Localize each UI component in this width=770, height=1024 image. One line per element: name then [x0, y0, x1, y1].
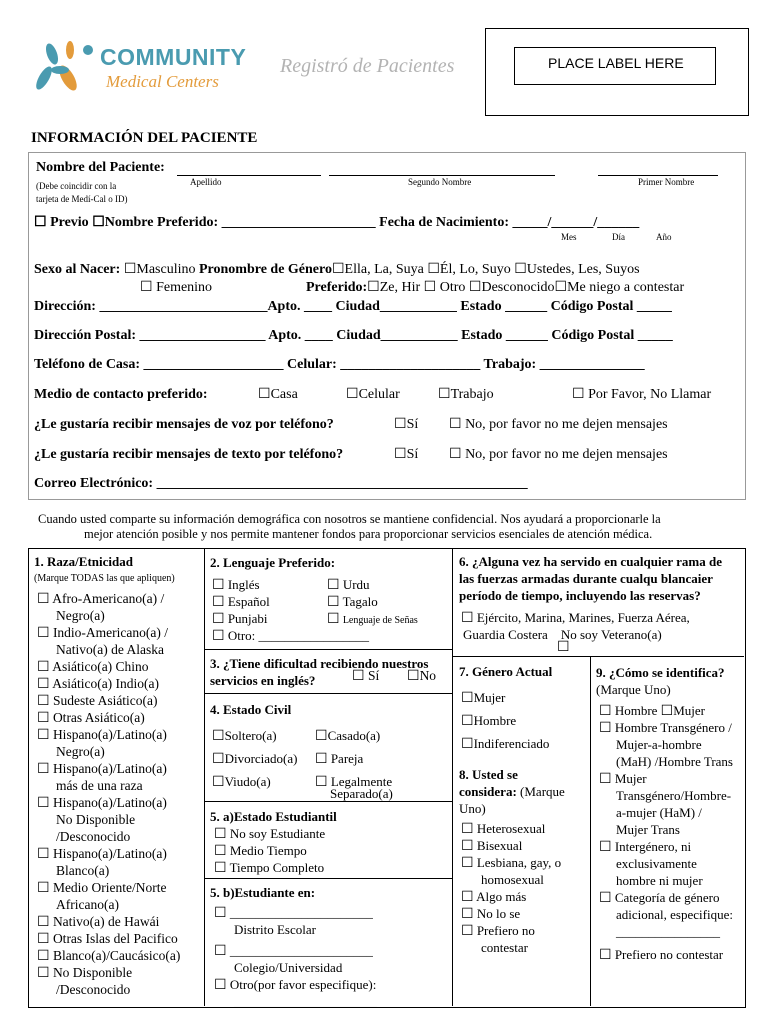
orientation-option: Lesbiana, gay, o [476, 855, 562, 870]
logo-icon [30, 40, 98, 98]
ze-label: Ze, Hir [379, 280, 421, 295]
race-checkbox-1[interactable]: ☐ [37, 592, 50, 607]
orientation-option-cont: homosexual [481, 872, 544, 887]
identify-option-cont: (MaH) /Hombre Trans [616, 754, 733, 769]
civil-viudo-checkbox[interactable]: ☐ [212, 775, 225, 790]
civil-soltero-label: Soltero(a) [224, 728, 277, 743]
race-option: Asiático(a) Chino [52, 659, 149, 674]
first-name-field[interactable] [598, 163, 718, 176]
voice-no-checkbox[interactable]: ☐ [449, 417, 462, 432]
identify-option-cont: adicional, especifique: [616, 907, 733, 922]
preferred-name-label: Nombre Preferido: ______________________ [104, 215, 376, 230]
ze-checkbox[interactable]: ☐ [367, 280, 380, 295]
english-title2: servicios en inglés? [210, 673, 316, 688]
ustedes-checkbox[interactable]: ☐ [514, 262, 527, 277]
orientation-option: Bisexual [476, 838, 523, 853]
school-other-line[interactable]: ______________________ [234, 994, 377, 1009]
student-medio-label: Medio Tiempo [229, 843, 307, 858]
identify-option-cont: a-mujer (HaM) / [616, 805, 702, 820]
race-checkbox-6[interactable]: ☐ [37, 711, 50, 726]
race-option: Hispano(a)/Latino(a) [52, 727, 167, 742]
ustedes-label: Ustedes, Les, Suyos [526, 262, 640, 277]
el-checkbox[interactable]: ☐ [427, 262, 440, 277]
civil-pareja-checkbox[interactable]: ☐ [315, 752, 328, 767]
school-title: 5. b)Estudiante en: [210, 885, 316, 900]
voice-si-checkbox[interactable]: ☐ [394, 417, 407, 432]
race-option-cont: Blanco(a) [56, 863, 110, 878]
identify-option-cont: Mujer-a-hombre [616, 737, 702, 752]
contact-no-llamar-checkbox[interactable]: ☐ [572, 387, 585, 402]
orientation-title2: considera: [459, 784, 517, 799]
voice-no-label: No, por favor no me dejen mensajes [465, 417, 668, 432]
orientation-checkbox-2[interactable]: ☐ [461, 839, 474, 854]
lang-espanol-label: Español [227, 594, 270, 609]
race-option-cont: /Desconocido [56, 829, 131, 844]
school-district-checkbox[interactable]: ☐ [214, 906, 227, 921]
race-option-cont: No Disponible [56, 812, 136, 827]
student-title: 5. a)Estado Estudiantil [210, 809, 337, 824]
civil-legal-checkbox[interactable]: ☐ [315, 775, 328, 790]
race-option-cont: más de una raza [56, 778, 143, 793]
logo-line2: Medical Centers [106, 72, 219, 91]
english-si-checkbox[interactable]: ☐ [352, 669, 365, 684]
race-option: Hispano(a)/Latino(a) [52, 846, 167, 861]
orientation-checkbox-4[interactable]: ☐ [461, 890, 474, 905]
lang-tagalo-checkbox[interactable]: ☐ [327, 595, 340, 610]
race-option: Otras Asiático(a) [52, 710, 145, 725]
preferred-checkbox[interactable]: ☐ [92, 215, 105, 230]
civil-soltero-checkbox[interactable]: ☐ [212, 729, 225, 744]
school-district-label: Distrito Escolar [234, 922, 316, 937]
identify-mujer-label: Mujer [673, 703, 706, 718]
lang-punjabi-checkbox[interactable]: ☐ [212, 612, 225, 627]
text-si-label: Sí [406, 447, 419, 462]
identify-option-cont: Mujer Trans [616, 822, 680, 837]
school-other-label: Otro(por favor especifique): [229, 977, 377, 992]
english-title1: 3. ¿Tiene dificultad recibiendo nuestros [210, 656, 429, 671]
race-option: Medio Oriente/Norte [52, 880, 167, 895]
identify-option: Categoría de género [614, 890, 720, 905]
email-row[interactable]: Correo Electrónico: _____________________________________________________ [34, 476, 528, 491]
race-checkbox-14[interactable]: ☐ [37, 949, 50, 964]
race-checkbox-15[interactable]: ☐ [37, 966, 50, 981]
student-completo-checkbox[interactable]: ☐ [214, 861, 227, 876]
dob-year: Año [656, 232, 672, 242]
contact-trabajo-label: Trabajo [450, 387, 494, 402]
otro-pronoun-checkbox[interactable]: ☐ [423, 280, 437, 295]
contact-celular-checkbox[interactable]: ☐ [346, 387, 359, 402]
last-name-field[interactable] [177, 163, 321, 176]
desconocido-label: Desconocido [481, 280, 555, 295]
race-option: Blanco(a)/Caucásico(a) [52, 948, 181, 963]
military-title1: 6. ¿Alguna vez ha servido en cualquier rama de [459, 554, 723, 569]
race-option: Afro-Americano(a) / [52, 591, 165, 606]
lang-urdu-label: Urdu [342, 577, 370, 592]
male-label: Masculino [136, 262, 196, 277]
military-no-checkbox[interactable]: ☐ [557, 640, 570, 655]
identify-other-line[interactable]: ________________ [616, 924, 720, 939]
orientation-option: Heterosexual [476, 821, 546, 836]
middle-name-field[interactable] [329, 163, 555, 176]
identify-checkbox-3[interactable]: ☐ [599, 840, 612, 855]
niego-label: Me niego a contestar [567, 280, 685, 295]
contact-celular-label: Celular [358, 387, 400, 402]
desconocido-checkbox[interactable]: ☐ [468, 280, 482, 295]
lang-urdu-checkbox[interactable]: ☐ [327, 578, 340, 593]
civil-divorciado-checkbox[interactable]: ☐ [212, 752, 225, 767]
previo-checkbox[interactable]: ☐ [34, 215, 47, 230]
lang-ingles-label: Inglés [227, 577, 260, 592]
label-box [485, 28, 749, 116]
lang-tagalo-label: Tagalo [342, 594, 378, 609]
preferred-pronoun-label: Preferido: [306, 280, 368, 295]
identify-option: Hombre Transgénero / [614, 720, 732, 735]
identify-hombre-checkbox[interactable]: ☐ [599, 704, 612, 719]
voice-label: ¿Le gustaría recibir mensajes de voz por teléfono? [34, 417, 334, 432]
sex-label: Sexo al Nacer: [34, 262, 121, 277]
identify-option-cont: Transgénero/Hombre- [616, 788, 732, 803]
civil-viudo-label: Viudo(a) [224, 774, 271, 789]
lang-ingles-checkbox[interactable]: ☐ [212, 578, 225, 593]
dob-day: Día [612, 232, 625, 242]
race-checkbox-9[interactable]: ☐ [37, 796, 50, 811]
race-checkbox-10[interactable]: ☐ [37, 847, 50, 862]
lang-title: 2. Lenguaje Preferido: [210, 555, 336, 570]
race-checkbox-7[interactable]: ☐ [37, 728, 50, 743]
orientation-checkbox-5[interactable]: ☐ [461, 907, 474, 922]
identify-checkbox-4[interactable]: ☐ [599, 891, 612, 906]
voice-si-label: Sí [406, 417, 419, 432]
dob-label: Fecha de Nacimiento: _____/______/______ [379, 215, 640, 230]
identify-hombre-label: Hombre [614, 703, 658, 718]
gender-title: 7. Género Actual [459, 664, 553, 679]
phones-row[interactable]: Teléfono de Casa: ____________________ Celular: ____________________ Trabajo: _______________ [34, 357, 645, 372]
civil-casado-checkbox[interactable]: ☐ [315, 729, 328, 744]
name-note2: tarjeta de Medí-Cal o ID) [36, 194, 128, 204]
race-option: Hispano(a)/Latino(a) [52, 795, 167, 810]
notice-line1: Cuando usted comparte su información demográfica con nosotros se mantiene confidencial. Nos ayudará a proporcionarle la [38, 512, 661, 526]
name-label: Nombre del Paciente: [36, 160, 165, 175]
race-checkbox-5[interactable]: ☐ [37, 694, 50, 709]
race-option: Asiático(a) Indio(a) [52, 676, 160, 691]
orientation-title2b: (Marque [516, 784, 565, 799]
identify-checkbox-5[interactable]: ☐ [599, 948, 612, 963]
previo-label: Previo [50, 215, 89, 230]
civil-title: 4. Estado Civil [210, 702, 292, 717]
orientation-title1: 8. Usted se [459, 767, 518, 782]
school-district-line[interactable]: ______________________ [229, 905, 373, 920]
identify-note: (Marque Uno) [596, 682, 671, 697]
orientation-option: No lo se [476, 906, 521, 921]
text-no-checkbox[interactable]: ☐ [449, 447, 462, 462]
niego-checkbox[interactable]: ☐ [554, 280, 568, 295]
english-no-checkbox[interactable]: ☐ [407, 669, 420, 684]
gender-hombre-label: Hombre [473, 713, 517, 728]
military-title3: período de tiempo, incluyendo las reservas? [459, 588, 701, 603]
male-checkbox[interactable]: ☐ [123, 262, 137, 277]
orientation-option-cont: contestar [481, 940, 528, 955]
identify-option: Mujer [614, 771, 647, 786]
school-other-checkbox[interactable]: ☐ [214, 978, 227, 993]
pronoun-label: Pronombre de Género [198, 262, 332, 277]
race-option-cont: Africano(a) [56, 897, 119, 912]
lang-senas-checkbox[interactable]: ☐ [327, 612, 340, 627]
identify-option-cont: exclusivamente [616, 856, 697, 871]
address-row[interactable]: Dirección: ________________________Apto. ____ Ciudad___________ Estado ______ Código Postal _____ [34, 299, 672, 314]
gender-mujer-checkbox[interactable]: ☐ [461, 691, 474, 706]
race-option-cont: /Desconocido [56, 982, 131, 997]
lang-punjabi-label: Punjabi [227, 611, 268, 626]
lang-otro-label: Otro: _________________ [227, 628, 370, 643]
identify-mujer-checkbox[interactable]: ☐ [660, 704, 674, 719]
label-box-text: PLACE LABEL HERE [548, 55, 684, 71]
race-option: Nativo(a) de Hawái [52, 914, 160, 929]
lang-otro-checkbox[interactable]: ☐ [212, 629, 225, 644]
race-title: 1. Raza/Etnicidad [34, 554, 133, 569]
race-option: Hispano(a)/Latino(a) [52, 761, 167, 776]
identify-option: Prefiero no contestar [614, 947, 724, 962]
lang-senas-label: Lenguaje de Señas [342, 615, 418, 626]
contact-trabajo-checkbox[interactable]: ☐ [438, 387, 451, 402]
text-no-label: No, por favor no me dejen mensajes [465, 447, 668, 462]
el-label: Él, Lo, Suyo [439, 262, 511, 277]
race-checkbox-4[interactable]: ☐ [37, 677, 50, 692]
notice-line2: mejor atención posible y nos permite mantener fondos para proporcionar servicios esenciales de atención médica. [84, 527, 653, 541]
civil-legal-label2: Separado(a) [330, 786, 393, 801]
school-college-label: Colegio/Universidad [234, 960, 343, 975]
civil-divorciado-label: Divorciado(a) [224, 751, 298, 766]
logo-line1: COMMUNITY [100, 44, 247, 70]
orientation-option: Algo más [476, 889, 527, 904]
form-title: Registró de Pacientes [280, 55, 455, 77]
school-college-checkbox[interactable]: ☐ [214, 944, 227, 959]
logo [30, 40, 245, 100]
identify-title: 9. ¿Cómo se identifica? [596, 665, 725, 680]
ella-checkbox[interactable]: ☐ [331, 262, 345, 277]
orientation-checkbox-6[interactable]: ☐ [461, 924, 474, 939]
contact-casa-checkbox[interactable]: ☐ [258, 387, 271, 402]
identify-checkbox-2[interactable]: ☐ [599, 772, 612, 787]
female-checkbox[interactable]: ☐ [140, 280, 153, 295]
english-si-label: Sí [367, 668, 380, 683]
race-option-cont: Negro(a) [56, 608, 105, 623]
military-opt1: Ejército, Marina, Marines, Fuerza Aérea, [476, 610, 690, 625]
text-label: ¿Le gustaría recibir mensajes de texto por teléfono? [34, 447, 344, 462]
school-college-line[interactable]: ______________________ [229, 943, 373, 958]
identify-option-cont: hombre ni mujer [616, 873, 703, 888]
race-checkbox-13[interactable]: ☐ [37, 932, 50, 947]
civil-legal-label1: Legalmente [330, 774, 393, 789]
race-note: (Marque TODAS las que apliquen) [34, 573, 175, 584]
contact-casa-label: Casa [270, 387, 298, 402]
section-title: INFORMACIÓN DEL PACIENTE [31, 130, 258, 146]
race-checkbox-8[interactable]: ☐ [37, 762, 50, 777]
race-checkbox-11[interactable]: ☐ [37, 881, 50, 896]
race-checkbox-12[interactable]: ☐ [37, 915, 50, 930]
military-title2: las fuerzas armadas durante cualqu blancaier [459, 571, 713, 586]
military-opt3: No soy Veterano(a) [560, 627, 662, 642]
race-option: Sudeste Asiático(a) [52, 693, 158, 708]
orientation-checkbox-1[interactable]: ☐ [461, 822, 474, 837]
race-option: No Disponible [52, 965, 133, 980]
civil-casado-label: Casado(a) [327, 728, 381, 743]
female-label: Femenino [156, 280, 213, 295]
contact-no-llamar-label: Por Favor, No Llamar [588, 387, 712, 402]
english-no-label: No [419, 668, 437, 683]
text-si-checkbox[interactable]: ☐ [394, 447, 407, 462]
race-checkbox-3[interactable]: ☐ [37, 660, 50, 675]
student-completo-label: Tiempo Completo [229, 860, 325, 875]
orientation-option: Prefiero no [476, 923, 535, 938]
student-no-checkbox[interactable]: ☐ [214, 827, 227, 842]
civil-pareja-label: Pareja [330, 751, 364, 766]
orientation-title3: Uno) [459, 801, 486, 816]
contact-label: Medio de contacto preferido: [34, 387, 208, 402]
identify-checkbox-1[interactable]: ☐ [599, 721, 612, 736]
orientation-checkbox-3[interactable]: ☐ [461, 856, 474, 871]
last-name-caption: Apellido [190, 177, 222, 187]
race-option: Otras Islas del Pacifico [52, 931, 178, 946]
student-medio-checkbox[interactable]: ☐ [214, 844, 227, 859]
lang-espanol-checkbox[interactable]: ☐ [212, 595, 225, 610]
middle-name-caption: Segundo Nombre [408, 177, 472, 187]
student-no-label: No soy Estudiante [229, 826, 326, 841]
gender-hombre-checkbox[interactable]: ☐ [461, 714, 474, 729]
first-name-caption: Primer Nombre [638, 177, 695, 187]
military-opt2: Guardia Costera [463, 627, 548, 642]
race-checkbox-2[interactable]: ☐ [37, 626, 50, 641]
mail-address-row[interactable]: Dirección Postal: __________________ Apto. ____ Ciudad___________ Estado ______ Código Postal _____ [34, 328, 673, 343]
military-yes-checkbox[interactable]: ☐ [461, 611, 474, 626]
gender-indif-checkbox[interactable]: ☐ [461, 737, 474, 752]
ella-label: Ella, La, Suya [344, 262, 424, 277]
gender-indif-label: Indiferenciado [473, 736, 550, 751]
race-option-cont: Nativo(a) de Alaska [56, 642, 164, 657]
name-note1: (Debe coincidir con la [36, 181, 117, 191]
race-option-cont: Negro(a) [56, 744, 105, 759]
gender-mujer-label: Mujer [473, 690, 506, 705]
dob-month: Mes [561, 232, 577, 242]
otro-pronoun-label: Otro [439, 280, 466, 295]
race-option: Indio-Americano(a) / [52, 625, 169, 640]
identify-option: Intergénero, ni [614, 839, 692, 854]
